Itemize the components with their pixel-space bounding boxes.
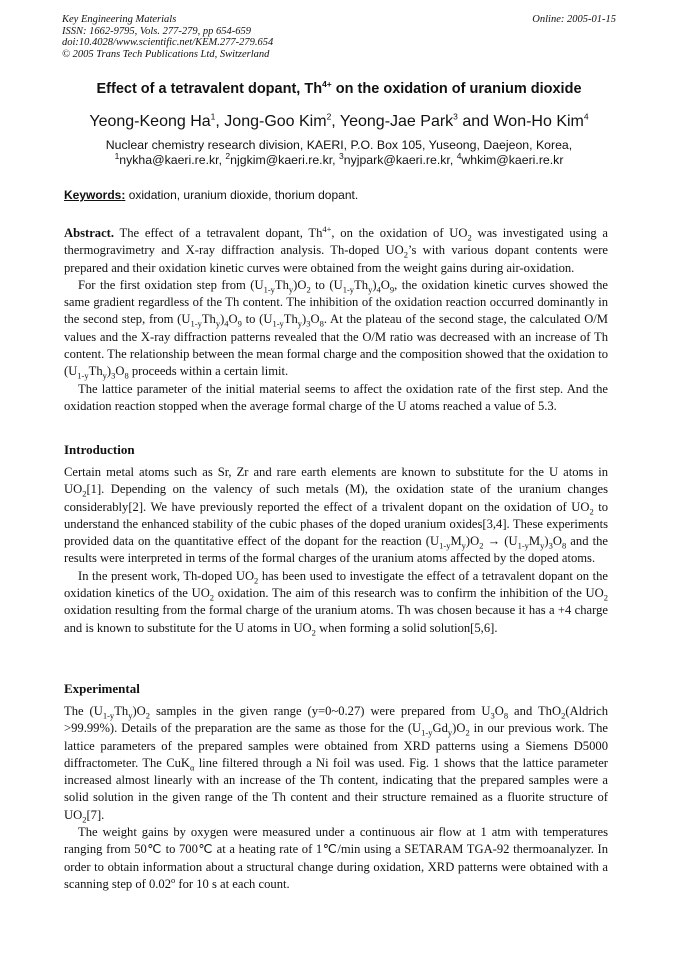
- abstract: Abstract. The effect of a tetravalent dopant, $Th^{4+}$, on the oxidation of $UO_2$ was investigated using a thermogravimetry and X-ray diffraction analysis. Th-doped $UO_2’s$ with various dopant contents were prepared and their oxidation kinetic curves were obtained from the weight gains during air-oxidation. For the first oxidation step from $(U_{1-y}Th_y)O_2$ to $(U_{1-y}Th_y)_4O_9$, the oxidation kinetic curves showed the same gradient regardless of the Th content. The inhibition of the oxidation reaction occurred dominantly in the second step, from $(U_{1-y}Th_y)_4O_9$ to $(U_{1-y}Th_y)_3O_8$. At the plateau of the second stage, the calculated O/M values and the X-ray diffraction patterns revealed that the O/M ratio was decreased with an increase of Th content. The relationship between the mean formal charge and the composition showed that the oxidation to $(U_{1-y}Th_y)_3O_8$ proceeds within a certain limit. The lattice parameter of the initial material seems to affect the oxidation rate of the first step. And the oxidation reaction stopped when the average formal charge of the U atoms reached a value of 5.3.: [64, 223, 609, 413]
- section-heading-introduction: Introduction: [64, 442, 135, 457]
- keywords: Keywords: oxidation, uranium dioxide, thorium dopant.: [64, 188, 359, 202]
- section-heading-experimental: Experimental: [64, 681, 140, 696]
- issn: ISSN: 1662-9795, Vols. 277-279, pp 654-659: [62, 25, 251, 37]
- experimental-text: The $(U_{1-y}Th_y)O_2$ samples in the given range (y=0~0.27) were prepared from $U_3O_8$ and ThO$_2$(Aldrich >99.99%). Details of the preparation are the same as those for the $(U_{1-y}Gd_y)O_2$ in our previous work. The lattice parameters of the prepared samples were obtained from XRD patterns using a Siemens D5000 diffractometer. The CuK$_\alpha$ line filtered through a Ni foil was used. Fig. 1 shows that the lattice parameter increased almost linearly with an increase of the Th content, indicating that the prepared samples were a solid solution in the given range of the Th content and their structure remained as a fluorite structure of $UO_2[7]$. The weight gains by oxygen were measured under a continuous air flow at 1 atm with temperatures ranging from 50℃ to 700℃ at a heating rate of 1℃/min using a SETARAM TGA-92 thermoanalyzer. In order to obtain information about a structural change during oxidation, XRD patterns were obtained with a scanning step of 0.02$^o$ for 10 s at each count.: [64, 704, 609, 891]
- copyright: © 2005 Trans Tech Publications Ltd, Switzerland: [62, 48, 270, 60]
- journal-name: Key Engineering Materials: [62, 14, 177, 25]
- affiliation-address: Nuclear chemistry research division, KAERI, P.O. Box 105, Yuseong, Daejeon, Korea,: [105, 138, 573, 152]
- abstract-label: Abstract: [64, 226, 111, 240]
- keywords-label: Keywords: [64, 188, 122, 202]
- author-list: Yeong-Keong Ha$^1$, Jong-Goo Kim$^2$, Yeong-Jae Park$^3$ and Won-Ho Kim$^4$: [89, 111, 589, 130]
- online-date: Online: 2005-01-15: [532, 14, 616, 25]
- author-emails: $^1$nykha@kaeri.re.kr, $^2$njgkim@kaeri.re.kr, $^3$nyjpark@kaeri.re.kr, $^4$whkim@kaeri.re.kr: [114, 150, 564, 167]
- journal-header: [62, 14, 616, 60]
- doi: doi:10.4028/www.scientific.net/KEM.277-279.654: [62, 37, 274, 48]
- introduction-text: Certain metal atoms such as Sr, Zr and rare earth elements are known to substitute for the U atoms in $UO_2[1]$. Depending on the valency of such metals (M), the oxidation state of the uranium changes considerably[2]. We have previously reported the effect of a trivalent dopant on the oxidation of $UO_2$ to understand the enhanced stability of the cubic phases of the doped uranium oxides[3,4]. These experiments provided data on the quantitative effect of the dopant for the reaction $(U_{1-y}M_y)O_2 \to (U_{1-y}M_y)_3O_8$ and the results were interpreted in terms of the formal charges of the uranium atoms affected by the doped atoms. In the present work, Th-doped $UO_2$ has been used to investigate the effect of a tetravalent dopant on the oxidation kinetics of the $UO_2$ oxidation. The aim of this research was to confirm the inhibition of the $UO_2$ oxidation resulting from the formal charge of the uranium atoms. Th was chosen because it has a +4 charge and is known to substitute for the U atoms in $UO_2$ when forming a solid solution[5,6].: [64, 465, 609, 638]
- paper-title: Effect of a tetravalent dopant, $Th^{4+}$ on the oxidation of uranium dioxide: [96, 79, 582, 97]
- affiliation: [40, 138, 638, 168]
- keywords-text: oxidation, uranium dioxide, thorium dopant.: [128, 188, 359, 202]
